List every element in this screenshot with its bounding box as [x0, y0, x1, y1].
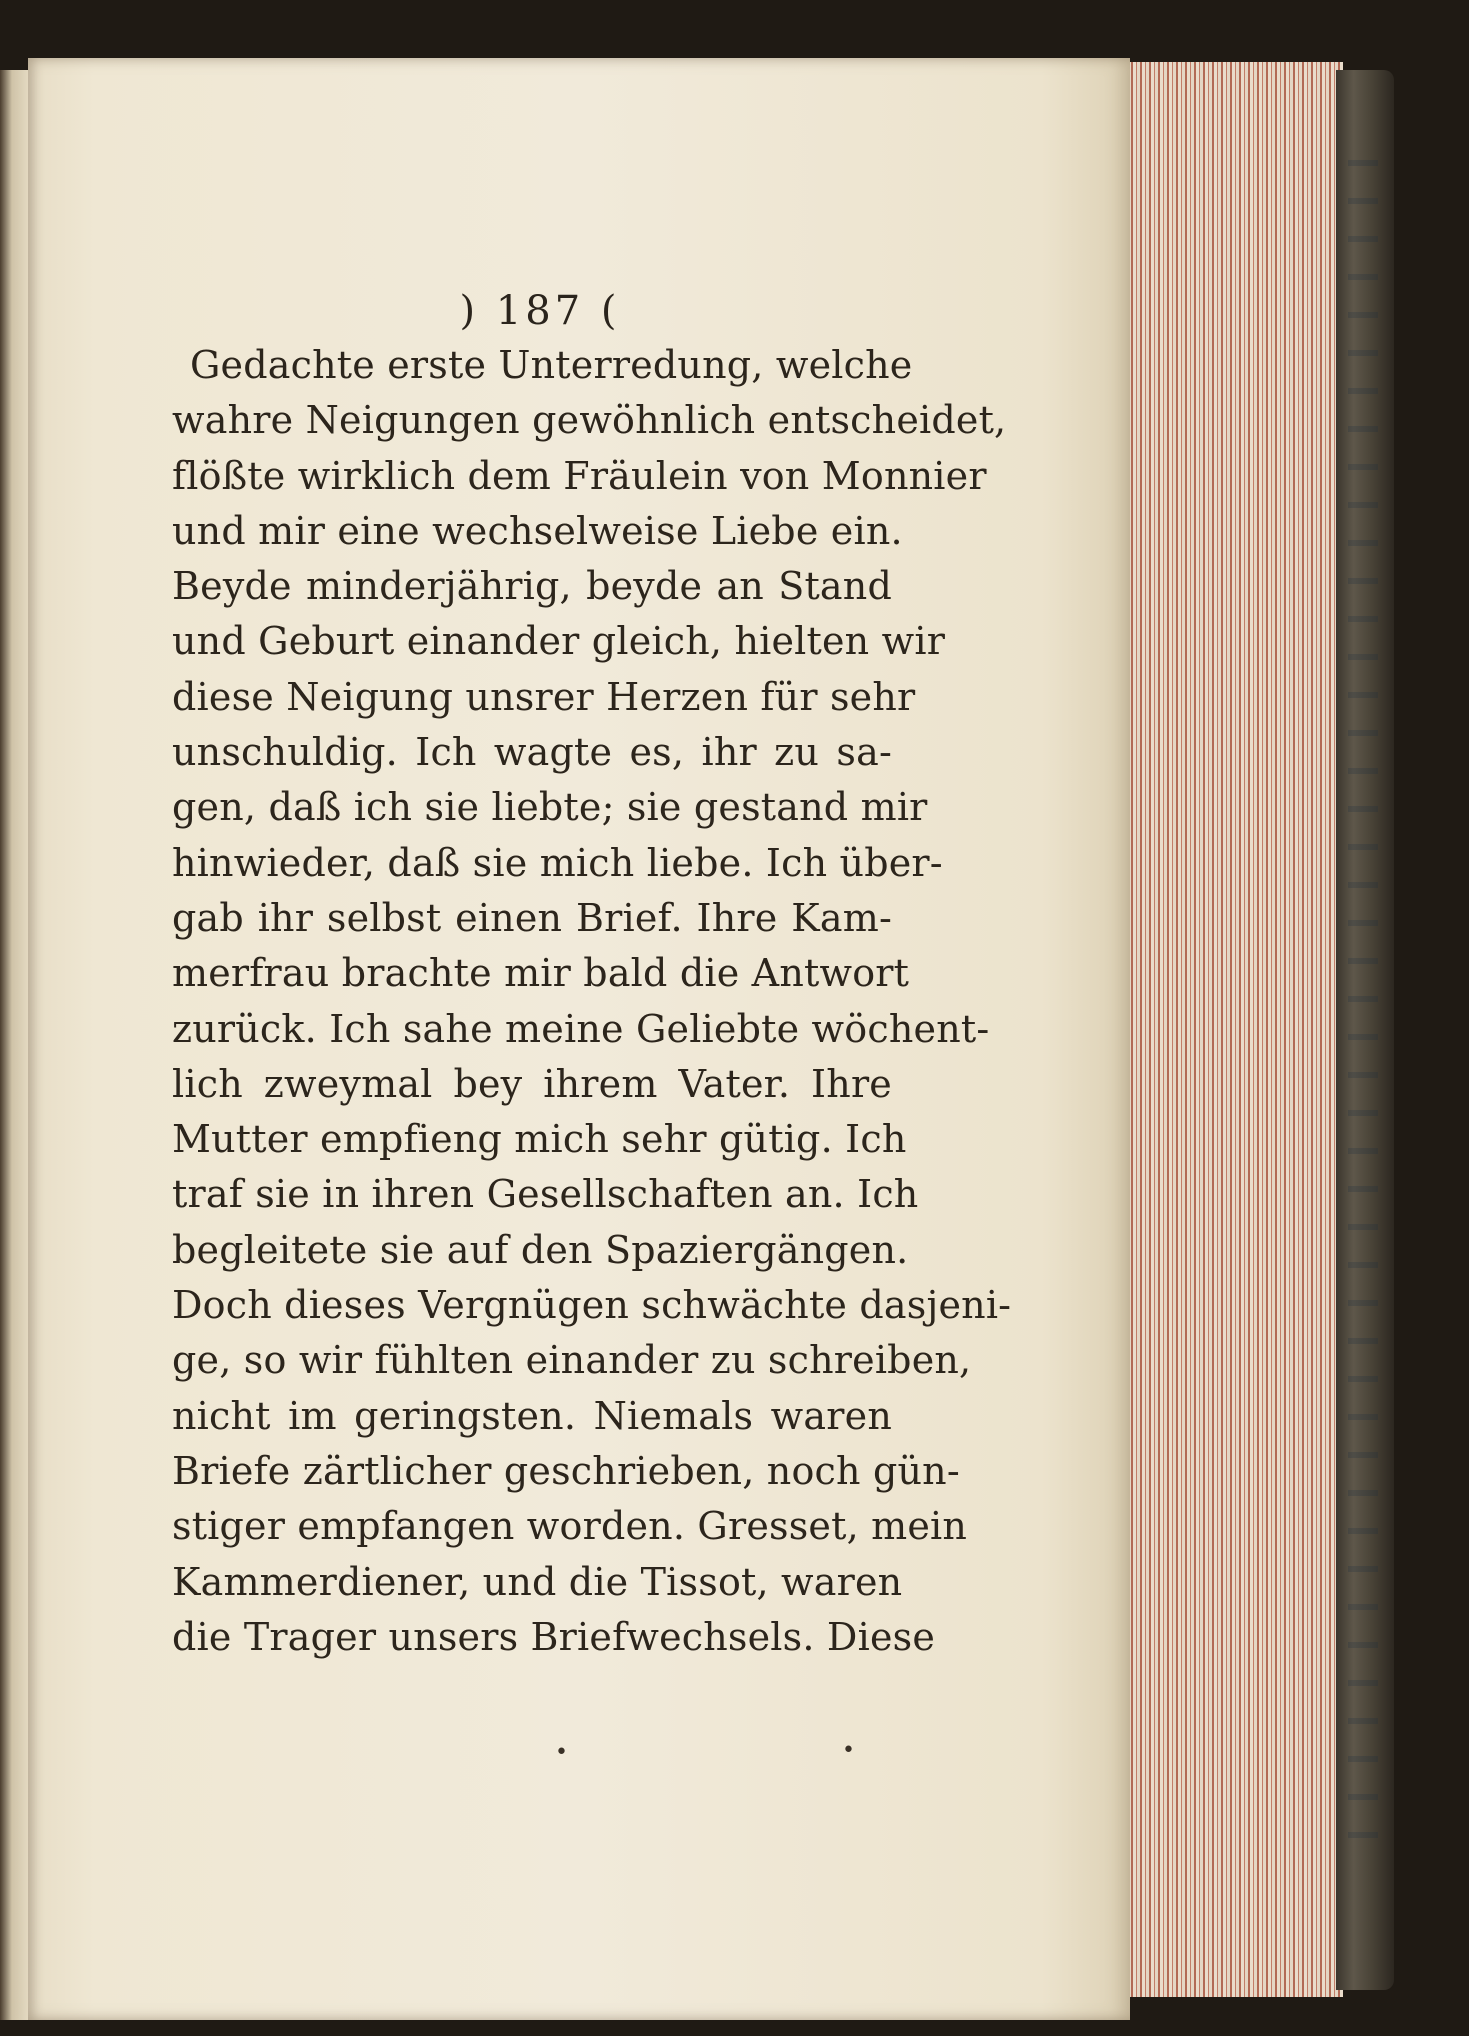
paper-blemish: • [842, 1738, 855, 1763]
text-line: begleitete sie auf den Spaziergängen. [172, 1227, 909, 1272]
text-line: diese Neigung unsrer Herzen für sehr [172, 674, 916, 719]
body-text [172, 338, 1012, 1665]
text-line: gab ihr selbst einen Brief. Ihre Kam- [172, 895, 892, 940]
paper-blemish: • [555, 1740, 568, 1765]
text-line: Beyde minderjährig, beyde an Stand [172, 564, 892, 609]
text-line: unschuldig. Ich wagte es, ihr zu sa- [172, 730, 892, 775]
text-line: Mutter empfieng mich sehr gütig. Ich [172, 1117, 907, 1162]
page-number-header: ) 187 ( [459, 288, 621, 334]
text-line: gen, daß ich sie liebte; sie gestand mir [172, 785, 928, 830]
text-line: Doch dieses Vergnügen schwächte dasjeni- [172, 1283, 1012, 1328]
text-line: Kammerdiener, und die Tissot, waren [172, 1559, 903, 1604]
previous-page-edge [0, 70, 30, 2020]
text-line: nicht im geringsten. Niemals waren [172, 1393, 892, 1438]
cover-texture [1348, 160, 1378, 1860]
text-line: und mir eine wechselweise Liebe ein. [172, 508, 903, 553]
page-stack-edge [1128, 62, 1343, 1997]
text-line: traf sie in ihren Gesellschaften an. Ich [172, 1172, 919, 1217]
text-line: zurück. Ich sahe meine Geliebte wöchent- [172, 1006, 990, 1051]
text-line: Briefe zärtlicher geschrieben, noch gün- [172, 1448, 960, 1493]
text-line: wahre Neigungen gewöhnlich entscheidet, [172, 398, 1007, 443]
text-line: flößte wirklich dem Fräulein von Monnier [172, 453, 987, 498]
text-line: stiger empfangen worden. Gresset, mein [172, 1504, 968, 1549]
text-line: hinwieder, daß sie mich liebe. Ich über- [172, 840, 943, 885]
text-line: merfrau brachte mir bald die Antwort [172, 951, 910, 996]
text-line: ge, so wir fühlten einander zu schreiben, [172, 1338, 972, 1383]
text-line: Gedachte erste Unterredung, welche [190, 343, 913, 387]
text-line: und Geburt einander gleich, hielten wir [172, 619, 946, 664]
text-line: die Trager unsers Briefwechsels. Diese [172, 1614, 936, 1659]
text-line: lich zweymal bey ihrem Vater. Ihre [172, 1061, 892, 1106]
